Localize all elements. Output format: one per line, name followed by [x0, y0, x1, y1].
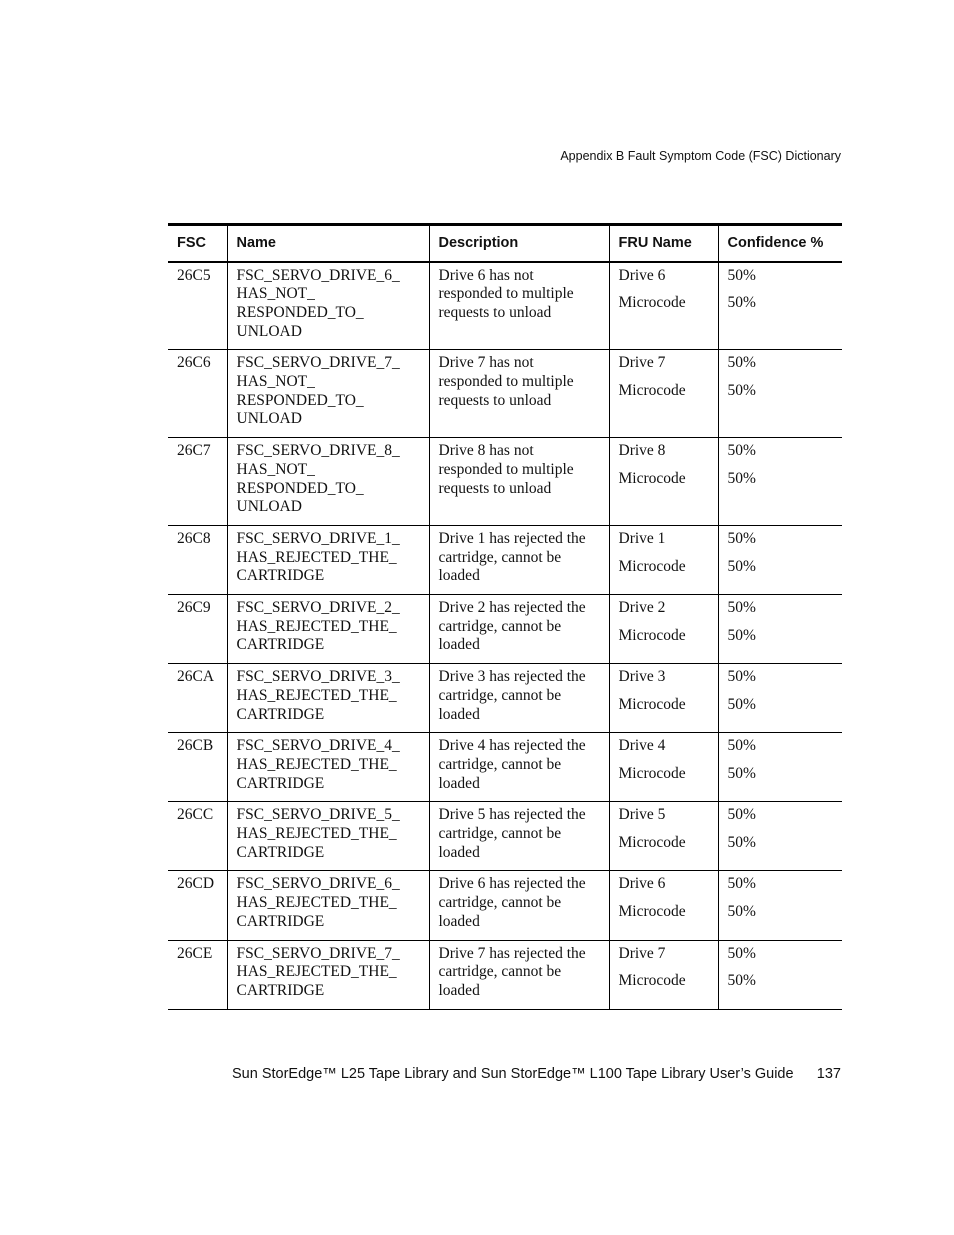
fsc-name-line: CARTRIDGE	[236, 567, 325, 585]
fsc-name-line: RESPONDED_TO_	[236, 479, 364, 497]
fsc-name-line: HAS_NOT_	[236, 373, 315, 391]
column-header-confidence: Confidence %	[718, 225, 842, 262]
table-row	[168, 802, 842, 871]
fru-name-cell	[609, 802, 718, 871]
column-header-fru-name: FRU Name	[609, 225, 718, 262]
fsc-name-line: FSC_SERVO_DRIVE_6_	[236, 875, 400, 893]
fru-name-entry: Microcode	[618, 972, 686, 990]
fru-name-entry: Drive 4	[618, 737, 666, 755]
description-cell: Drive 5 has rejected the cartridge, cannot be loaded	[429, 802, 609, 871]
confidence-cell	[718, 664, 842, 733]
column-header-name: Name	[227, 225, 429, 262]
confidence-cell	[718, 871, 842, 940]
fsc-name-line: HAS_REJECTED_THE_	[236, 963, 397, 981]
fru-name-entry: Microcode	[618, 695, 686, 713]
confidence-value: 50%	[727, 442, 756, 460]
table-row	[168, 733, 842, 802]
confidence-cell	[718, 525, 842, 594]
fru-name-entry: Microcode	[618, 764, 686, 782]
confidence-value: 50%	[727, 529, 756, 547]
table-row	[168, 664, 842, 733]
fsc-name-cell	[227, 733, 429, 802]
confidence-cell	[718, 733, 842, 802]
fsc-code-cell: 26CA	[177, 668, 215, 686]
fru-name-cell	[609, 438, 718, 526]
fsc-name-cell	[227, 595, 429, 664]
column-header-fsc: FSC	[177, 235, 206, 252]
fsc-name-cell	[227, 664, 429, 733]
fsc-name-line: FSC_SERVO_DRIVE_5_	[236, 806, 400, 824]
confidence-cell	[718, 262, 842, 350]
confidence-value: 50%	[727, 354, 756, 372]
fru-name-entry: Microcode	[618, 557, 686, 575]
confidence-value: 50%	[727, 875, 756, 893]
fru-name-cell	[609, 664, 718, 733]
fsc-name-line: FSC_SERVO_DRIVE_6_	[236, 266, 400, 284]
description-cell: Drive 6 has not responded to multiple requests to unload	[429, 262, 609, 350]
description-cell: Drive 6 has rejected the cartridge, cannot be loaded	[429, 871, 609, 940]
fsc-name-line: HAS_REJECTED_THE_	[236, 825, 397, 843]
fsc-code-cell: 26C6	[177, 354, 211, 372]
fru-name-entry: Microcode	[618, 834, 686, 852]
fru-name-entry: Drive 1	[618, 529, 666, 547]
confidence-value: 50%	[727, 294, 756, 312]
fsc-name-cell	[227, 871, 429, 940]
fru-name-entry: Drive 2	[618, 599, 666, 617]
fru-name-entry: Drive 6	[618, 266, 666, 284]
table-row	[168, 438, 842, 526]
fsc-name-line: FSC_SERVO_DRIVE_1_	[236, 529, 400, 547]
confidence-value: 50%	[727, 469, 756, 487]
running-header: Appendix B Fault Symptom Code (FSC) Dictionary	[560, 149, 841, 163]
fsc-name-line: HAS_REJECTED_THE_	[236, 755, 397, 773]
fsc-name-line: UNLOAD	[236, 322, 302, 340]
fsc-name-line: HAS_REJECTED_THE_	[236, 617, 397, 635]
fsc-name-line: HAS_REJECTED_THE_	[236, 548, 397, 566]
fru-name-entry: Microcode	[618, 626, 686, 644]
fsc-code-cell: 26C8	[177, 529, 211, 547]
table-row	[168, 350, 842, 438]
fru-name-entry: Microcode	[618, 469, 686, 487]
fsc-code-cell: 26CE	[177, 944, 213, 962]
fru-name-cell	[609, 350, 718, 438]
fru-name-cell	[609, 595, 718, 664]
column-header-description: Description	[429, 225, 609, 262]
confidence-value: 50%	[727, 944, 756, 962]
fsc-name-line: FSC_SERVO_DRIVE_7_	[236, 944, 400, 962]
confidence-cell	[718, 438, 842, 526]
description-cell: Drive 1 has rejected the cartridge, cannot be loaded	[429, 525, 609, 594]
fsc-name-line: CARTRIDGE	[236, 705, 325, 723]
fsc-name-line: CARTRIDGE	[236, 774, 325, 792]
fsc-name-line: FSC_SERVO_DRIVE_8_	[236, 442, 400, 460]
fsc-code-cell: 26CC	[177, 806, 214, 824]
confidence-value: 50%	[727, 903, 756, 921]
fsc-name-line: CARTRIDGE	[236, 982, 325, 999]
page-number: 137	[816, 1066, 841, 1082]
fru-name-entry: Drive 7	[618, 354, 666, 372]
fsc-name-line: CARTRIDGE	[236, 912, 325, 930]
fru-name-cell	[609, 871, 718, 940]
fsc-name-line: RESPONDED_TO_	[236, 391, 364, 409]
fsc-code-cell: 26CB	[177, 737, 214, 755]
confidence-value: 50%	[727, 382, 756, 400]
fsc-name-line: HAS_NOT_	[236, 285, 315, 303]
fsc-name-line: RESPONDED_TO_	[236, 303, 364, 321]
fsc-code-cell: 26C9	[177, 599, 211, 617]
fru-name-entry: Drive 7	[618, 944, 666, 962]
fsc-name-line: CARTRIDGE	[236, 843, 325, 861]
description-cell: Drive 2 has rejected the cartridge, cannot be loaded	[429, 595, 609, 664]
fsc-name-cell	[227, 438, 429, 526]
fsc-name-cell	[227, 350, 429, 438]
fru-name-entry: Microcode	[618, 903, 686, 921]
fsc-name-line: FSC_SERVO_DRIVE_3_	[236, 668, 400, 686]
confidence-value: 50%	[727, 266, 756, 284]
fsc-name-line: HAS_NOT_	[236, 460, 315, 478]
confidence-value: 50%	[727, 834, 756, 852]
fru-name-entry: Drive 3	[618, 668, 666, 686]
fru-name-entry: Microcode	[618, 294, 686, 312]
confidence-value: 50%	[727, 737, 756, 755]
header-row	[168, 225, 842, 262]
confidence-value: 50%	[727, 668, 756, 686]
description-cell: Drive 8 has not responded to multiple requests to unload	[429, 438, 609, 526]
fru-name-cell	[609, 262, 718, 350]
fru-name-entry: Drive 8	[618, 442, 666, 460]
confidence-value: 50%	[727, 695, 756, 713]
confidence-cell	[718, 350, 842, 438]
description-cell: Drive 7 has rejected the cartridge, cannot be loaded	[429, 940, 609, 1009]
table-body	[168, 262, 842, 1010]
fsc-code-cell: 26C5	[177, 266, 211, 284]
fru-name-cell	[609, 940, 718, 1009]
fsc-name-line: HAS_REJECTED_THE_	[236, 894, 397, 912]
fru-name-cell	[609, 525, 718, 594]
table-row	[168, 595, 842, 664]
fru-name-entry: Drive 6	[618, 875, 666, 893]
confidence-value: 50%	[727, 972, 756, 990]
fsc-name-line: HAS_REJECTED_THE_	[236, 686, 397, 704]
description-cell: Drive 7 has not responded to multiple requests to unload	[429, 350, 609, 438]
confidence-cell	[718, 940, 842, 1009]
table-row	[168, 262, 842, 350]
fsc-name-cell	[227, 940, 429, 1009]
fru-name-entry: Microcode	[618, 382, 686, 400]
fsc-code-cell: 26C7	[177, 442, 211, 460]
table-row	[168, 940, 842, 1009]
description-cell: Drive 3 has rejected the cartridge, cannot be loaded	[429, 664, 609, 733]
table-row	[168, 871, 842, 940]
table-header	[168, 225, 842, 262]
fsc-table	[168, 223, 842, 1010]
fru-name-entry: Drive 5	[618, 806, 666, 824]
fru-name-cell	[609, 733, 718, 802]
table-row	[168, 525, 842, 594]
running-footer: Sun StorEdge™ L25 Tape Library and Sun StorEdge™ L100 Tape Library User’s Guide	[232, 1066, 794, 1082]
description-cell: Drive 4 has rejected the cartridge, cannot be loaded	[429, 733, 609, 802]
confidence-value: 50%	[727, 599, 756, 617]
fsc-name-cell	[227, 802, 429, 871]
confidence-value: 50%	[727, 626, 756, 644]
confidence-cell	[718, 802, 842, 871]
fsc-name-line: FSC_SERVO_DRIVE_2_	[236, 599, 400, 617]
confidence-value: 50%	[727, 764, 756, 782]
fsc-name-cell	[227, 262, 429, 350]
confidence-value: 50%	[727, 806, 756, 824]
confidence-value: 50%	[727, 557, 756, 575]
fsc-name-cell	[227, 525, 429, 594]
fsc-name-line: UNLOAD	[236, 498, 302, 516]
fsc-name-line: CARTRIDGE	[236, 636, 325, 654]
confidence-cell	[718, 595, 842, 664]
fsc-name-line: FSC_SERVO_DRIVE_7_	[236, 354, 400, 372]
fsc-name-line: FSC_SERVO_DRIVE_4_	[236, 737, 400, 755]
fsc-name-line: UNLOAD	[236, 410, 302, 428]
fsc-code-cell: 26CD	[177, 875, 215, 893]
